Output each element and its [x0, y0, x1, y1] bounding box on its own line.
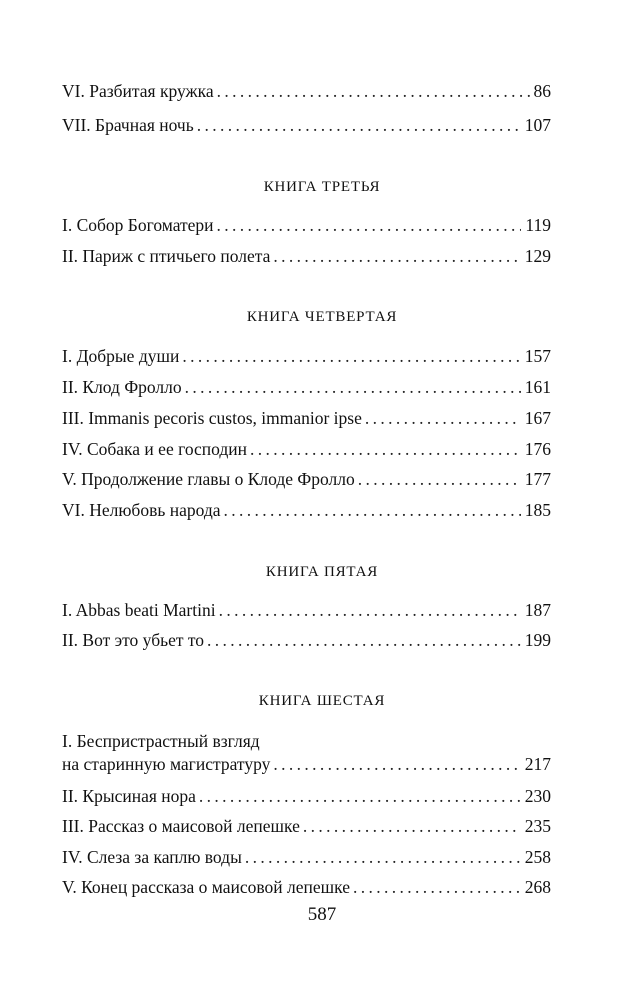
- entry-title: IV. Слеза за каплю воды: [62, 847, 242, 867]
- entry-title: II. Клод Фролло: [62, 377, 182, 397]
- toc-entry: [62, 877, 551, 897]
- entry-title: IV. Собака и ее господин: [62, 439, 248, 459]
- toc-entry: [62, 754, 551, 774]
- toc-entry: [62, 408, 551, 428]
- toc-entry: [62, 469, 551, 489]
- toc-entry: [62, 600, 551, 620]
- dot-leader: [199, 786, 521, 806]
- entry-page: 167: [524, 408, 551, 428]
- book-heading: КНИГА ЧЕТВЕРТАЯ: [246, 309, 398, 325]
- page-number: 587: [307, 904, 337, 925]
- entry-title: VI. Нелюбовь народа: [62, 500, 221, 520]
- entry-page: 119: [525, 215, 551, 235]
- toc-entry: [62, 115, 551, 135]
- dot-leader: [207, 630, 521, 650]
- dot-leader: [182, 346, 520, 366]
- toc-entry: [62, 500, 551, 520]
- entry-page: 199: [524, 630, 551, 650]
- dot-leader: [197, 115, 521, 135]
- toc-entry: [62, 81, 551, 101]
- dot-leader: [250, 439, 521, 459]
- toc-entry: [62, 346, 551, 366]
- entry-title: на старинную магистратуру: [62, 754, 271, 774]
- dot-leader: [217, 215, 522, 235]
- dot-leader: [358, 469, 521, 489]
- entry-page: 235: [524, 816, 551, 836]
- dot-leader: [273, 246, 520, 266]
- entry-title: I. Abbas beati Martini: [62, 600, 216, 620]
- toc-entry: [62, 816, 551, 836]
- dot-leader: [365, 408, 521, 428]
- entry-title: II. Вот это убьет то: [62, 630, 205, 650]
- entry-page: 177: [524, 469, 551, 489]
- entry-page: 230: [524, 786, 551, 806]
- dot-leader: [224, 500, 521, 520]
- dot-leader: [273, 754, 520, 774]
- dot-leader: [353, 877, 521, 897]
- entry-page: 258: [524, 847, 551, 867]
- entry-title: VI. Разбитая кружка: [62, 81, 214, 101]
- entry-page: 129: [524, 246, 551, 266]
- entry-page: 268: [524, 877, 551, 897]
- entry-title: II. Крысиная нора: [62, 786, 196, 806]
- toc-entry: [62, 246, 551, 266]
- entry-title: III. Immanis pecoris custos, immanior ipse: [62, 408, 362, 428]
- entry-title-line1: I. Беспристрастный взгляд: [62, 731, 260, 751]
- toc-entry: [62, 847, 551, 867]
- dot-leader: [303, 816, 521, 836]
- entry-page: 176: [524, 439, 551, 459]
- toc-entry: [62, 439, 551, 459]
- book-heading: КНИГА ШЕСТАЯ: [258, 693, 386, 709]
- toc-entry: [62, 215, 551, 235]
- book-heading: КНИГА ПЯТАЯ: [265, 564, 379, 580]
- entry-title: VII. Брачная ночь: [62, 115, 194, 135]
- book-heading: КНИГА ТРЕТЬЯ: [263, 179, 381, 195]
- entry-page: 107: [524, 115, 551, 135]
- entry-page: 161: [524, 377, 551, 397]
- entry-title: III. Рассказ о маисовой лепешке: [62, 816, 300, 836]
- toc-entry: [62, 630, 551, 650]
- dot-leader: [219, 600, 521, 620]
- entry-title: I. Собор Богоматери: [62, 215, 214, 235]
- entry-page: 157: [524, 346, 551, 366]
- entry-title: II. Париж с птичьего полета: [62, 246, 271, 266]
- toc-entry: [62, 786, 551, 806]
- dot-leader: [217, 81, 530, 101]
- entry-page: 185: [524, 500, 551, 520]
- dot-leader: [245, 847, 521, 867]
- entry-page: 86: [533, 81, 551, 101]
- entry-title: I. Добрые души: [62, 346, 180, 366]
- toc-entry: [62, 377, 551, 397]
- entry-page: 187: [524, 600, 551, 620]
- entry-title: V. Конец рассказа о маисовой лепешке: [62, 877, 350, 897]
- entry-page: 217: [524, 754, 551, 774]
- dot-leader: [185, 377, 521, 397]
- entry-title: V. Продолжение главы о Клоде Фролло: [62, 469, 355, 489]
